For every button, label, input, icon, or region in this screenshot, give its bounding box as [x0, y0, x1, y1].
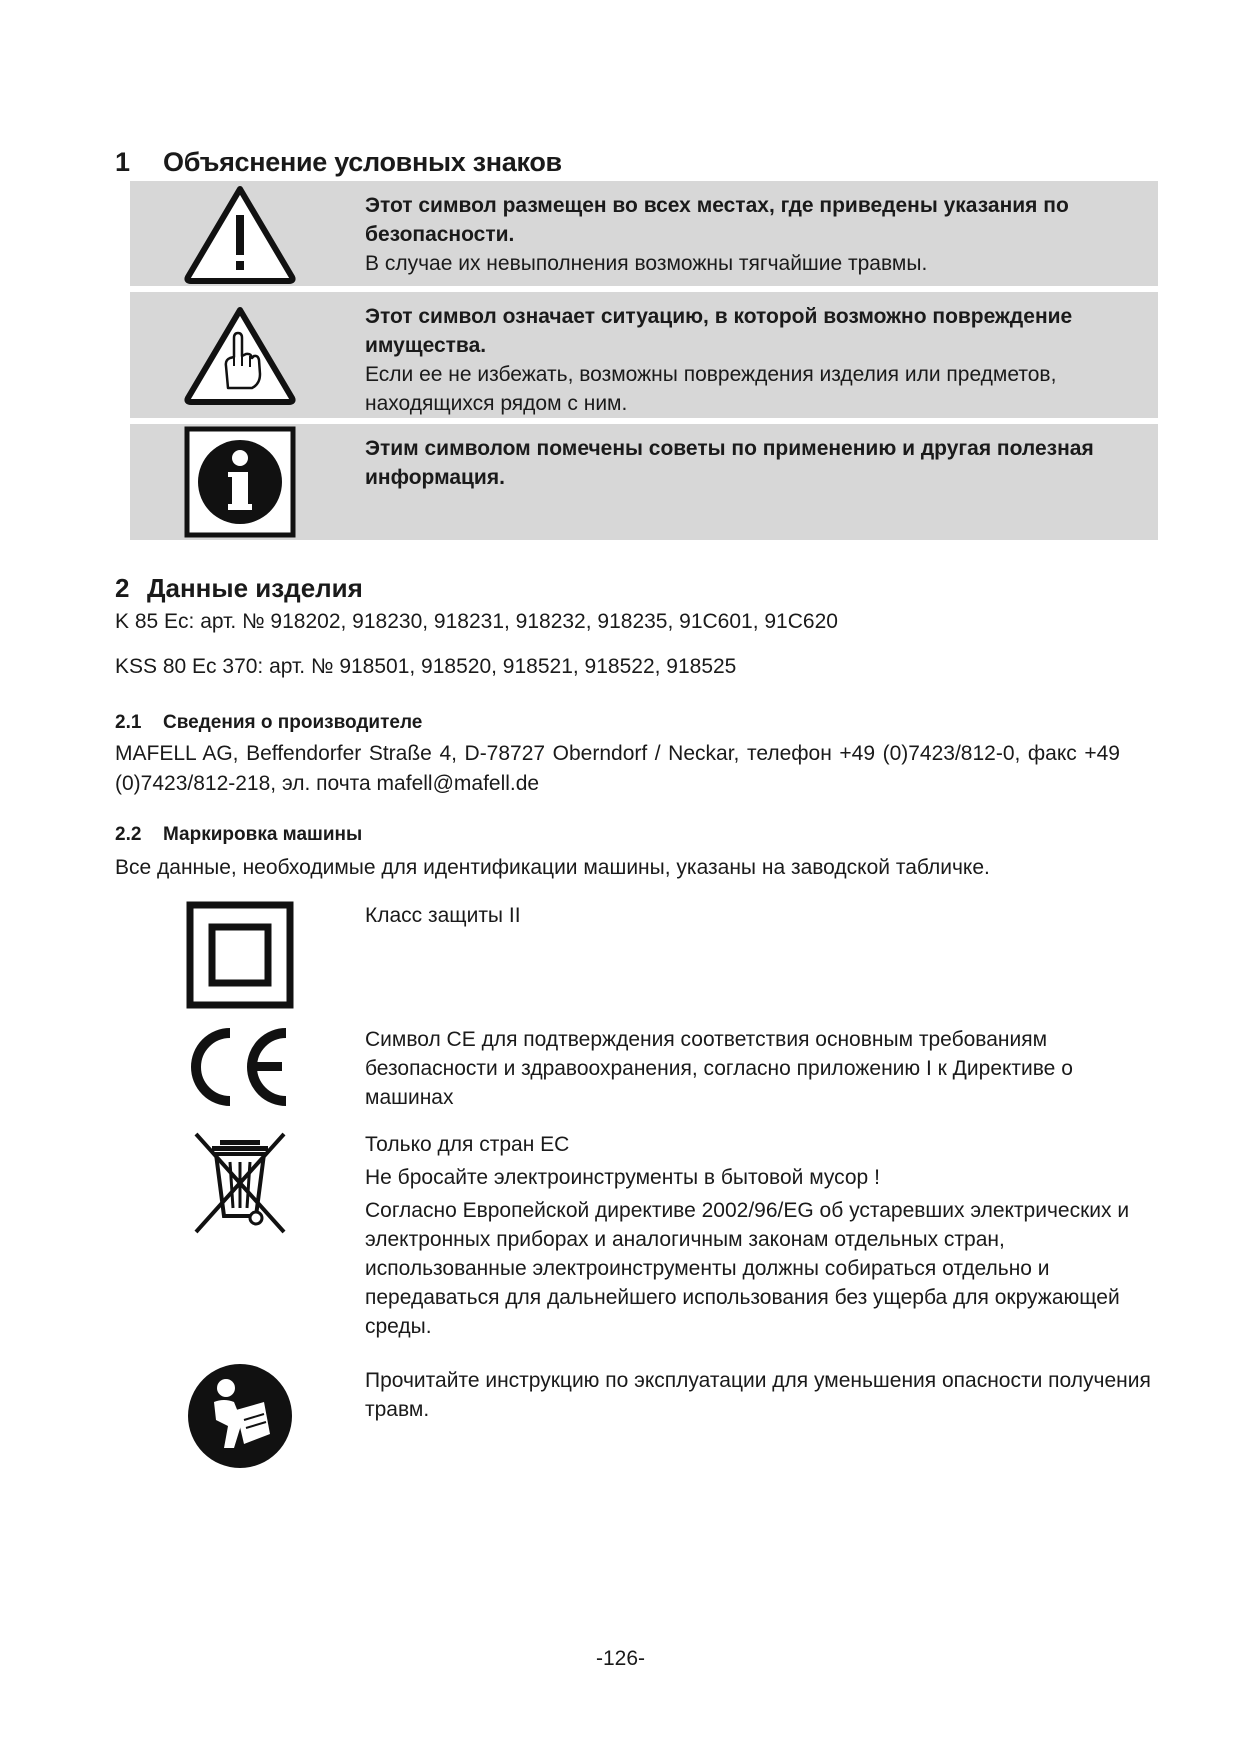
symbol-table — [130, 181, 1158, 546]
mark-row-ce — [130, 1025, 1158, 1112]
crossed-bin-icon — [130, 1130, 350, 1341]
manufacturer-info: MAFELL AG, Beffendorfer Straße 4, D-78727 Oberndorf / Neckar, телефон +49 (0)7423/812-0, факс +49 (0)7423/812-218, эл. почта mafell@mafell.de — [115, 742, 1120, 795]
mark-text: Согласно Европейской директиве 2002/96/EG об устаревших электрических и электронных приборах и аналогичным законам отдельных стран, использованные электроинструменты должны собираться отдельно и передаваться для дальнейшего использования без ущерба для окружающей среды. — [365, 1199, 1130, 1338]
section-title: Данные изделия — [147, 573, 363, 603]
mark-text: Символ CE для подтверждения соответствия основным требованиям безопасности и здравоохранения, согласно приложению I к Директиве о машинах — [365, 1028, 1073, 1109]
caution-hand-triangle-icon — [130, 292, 350, 418]
warning-triangle-icon — [130, 181, 350, 286]
symbol-row-text: В случае их невыполнения возможны тягчайшие травмы. — [365, 252, 928, 275]
section-2-2-heading — [115, 824, 362, 846]
symbol-row-bold-text: Этим символом помечены советы по применению и другая полезная информация. — [365, 437, 1094, 489]
product-line-kss80: KSS 80 Ec 370: арт. № 918501, 918520, 918521, 918522, 918525 — [115, 655, 737, 678]
section-2-heading — [115, 573, 363, 604]
symbol-row-caution — [130, 292, 1158, 418]
section-number: 2.1 — [115, 712, 142, 733]
symbol-row-text: Если ее не избежать, возможны повреждения изделия или предметов, находящихся рядом с ним. — [365, 363, 1057, 415]
symbol-row-info — [130, 424, 1158, 540]
mark-text: Класс защиты II — [365, 904, 521, 927]
read-manual-icon — [130, 1362, 350, 1470]
symbol-row-warning — [130, 181, 1158, 286]
symbol-row-bold-text: Этот символ означает ситуацию, в которой возможно повреждение имущества. — [365, 305, 1073, 357]
protection-class-ii-icon — [130, 901, 350, 1009]
section-number: 2.2 — [115, 824, 142, 845]
section-title: Объяснение условных знаков — [163, 147, 562, 177]
section-title: Маркировка машины — [163, 824, 363, 845]
mark-row-protection-class — [130, 901, 1158, 1009]
marking-intro: Все данные, необходимые для идентификации машины, указаны на заводской табличке. — [115, 856, 990, 879]
page-number: -126- — [595, 1647, 646, 1670]
section-number: 2 — [115, 573, 130, 603]
info-icon — [130, 424, 350, 540]
product-line-k85: K 85 Ec: арт. № 918202, 918230, 918231, 918232, 918235, 91C601, 91C620 — [115, 610, 838, 633]
mark-text: Прочитайте инструкцию по эксплуатации для уменьшения опасности получения травм. — [365, 1369, 1151, 1421]
mark-row-read-manual — [130, 1362, 1158, 1470]
mark-row-weee — [130, 1130, 1158, 1341]
section-2-1-heading — [115, 712, 422, 734]
symbol-row-bold-text: Этот символ размещен во всех местах, где приведены указания по безопасности. — [365, 194, 1069, 246]
ce-mark-icon — [130, 1025, 350, 1112]
mark-text: Не бросайте электроинструменты в бытовой мусор ! — [365, 1166, 880, 1189]
section-1-heading — [115, 147, 562, 178]
mark-text: Только для стран ЕС — [365, 1133, 570, 1156]
section-title: Сведения о производителе — [163, 712, 423, 733]
section-number: 1 — [115, 147, 130, 177]
